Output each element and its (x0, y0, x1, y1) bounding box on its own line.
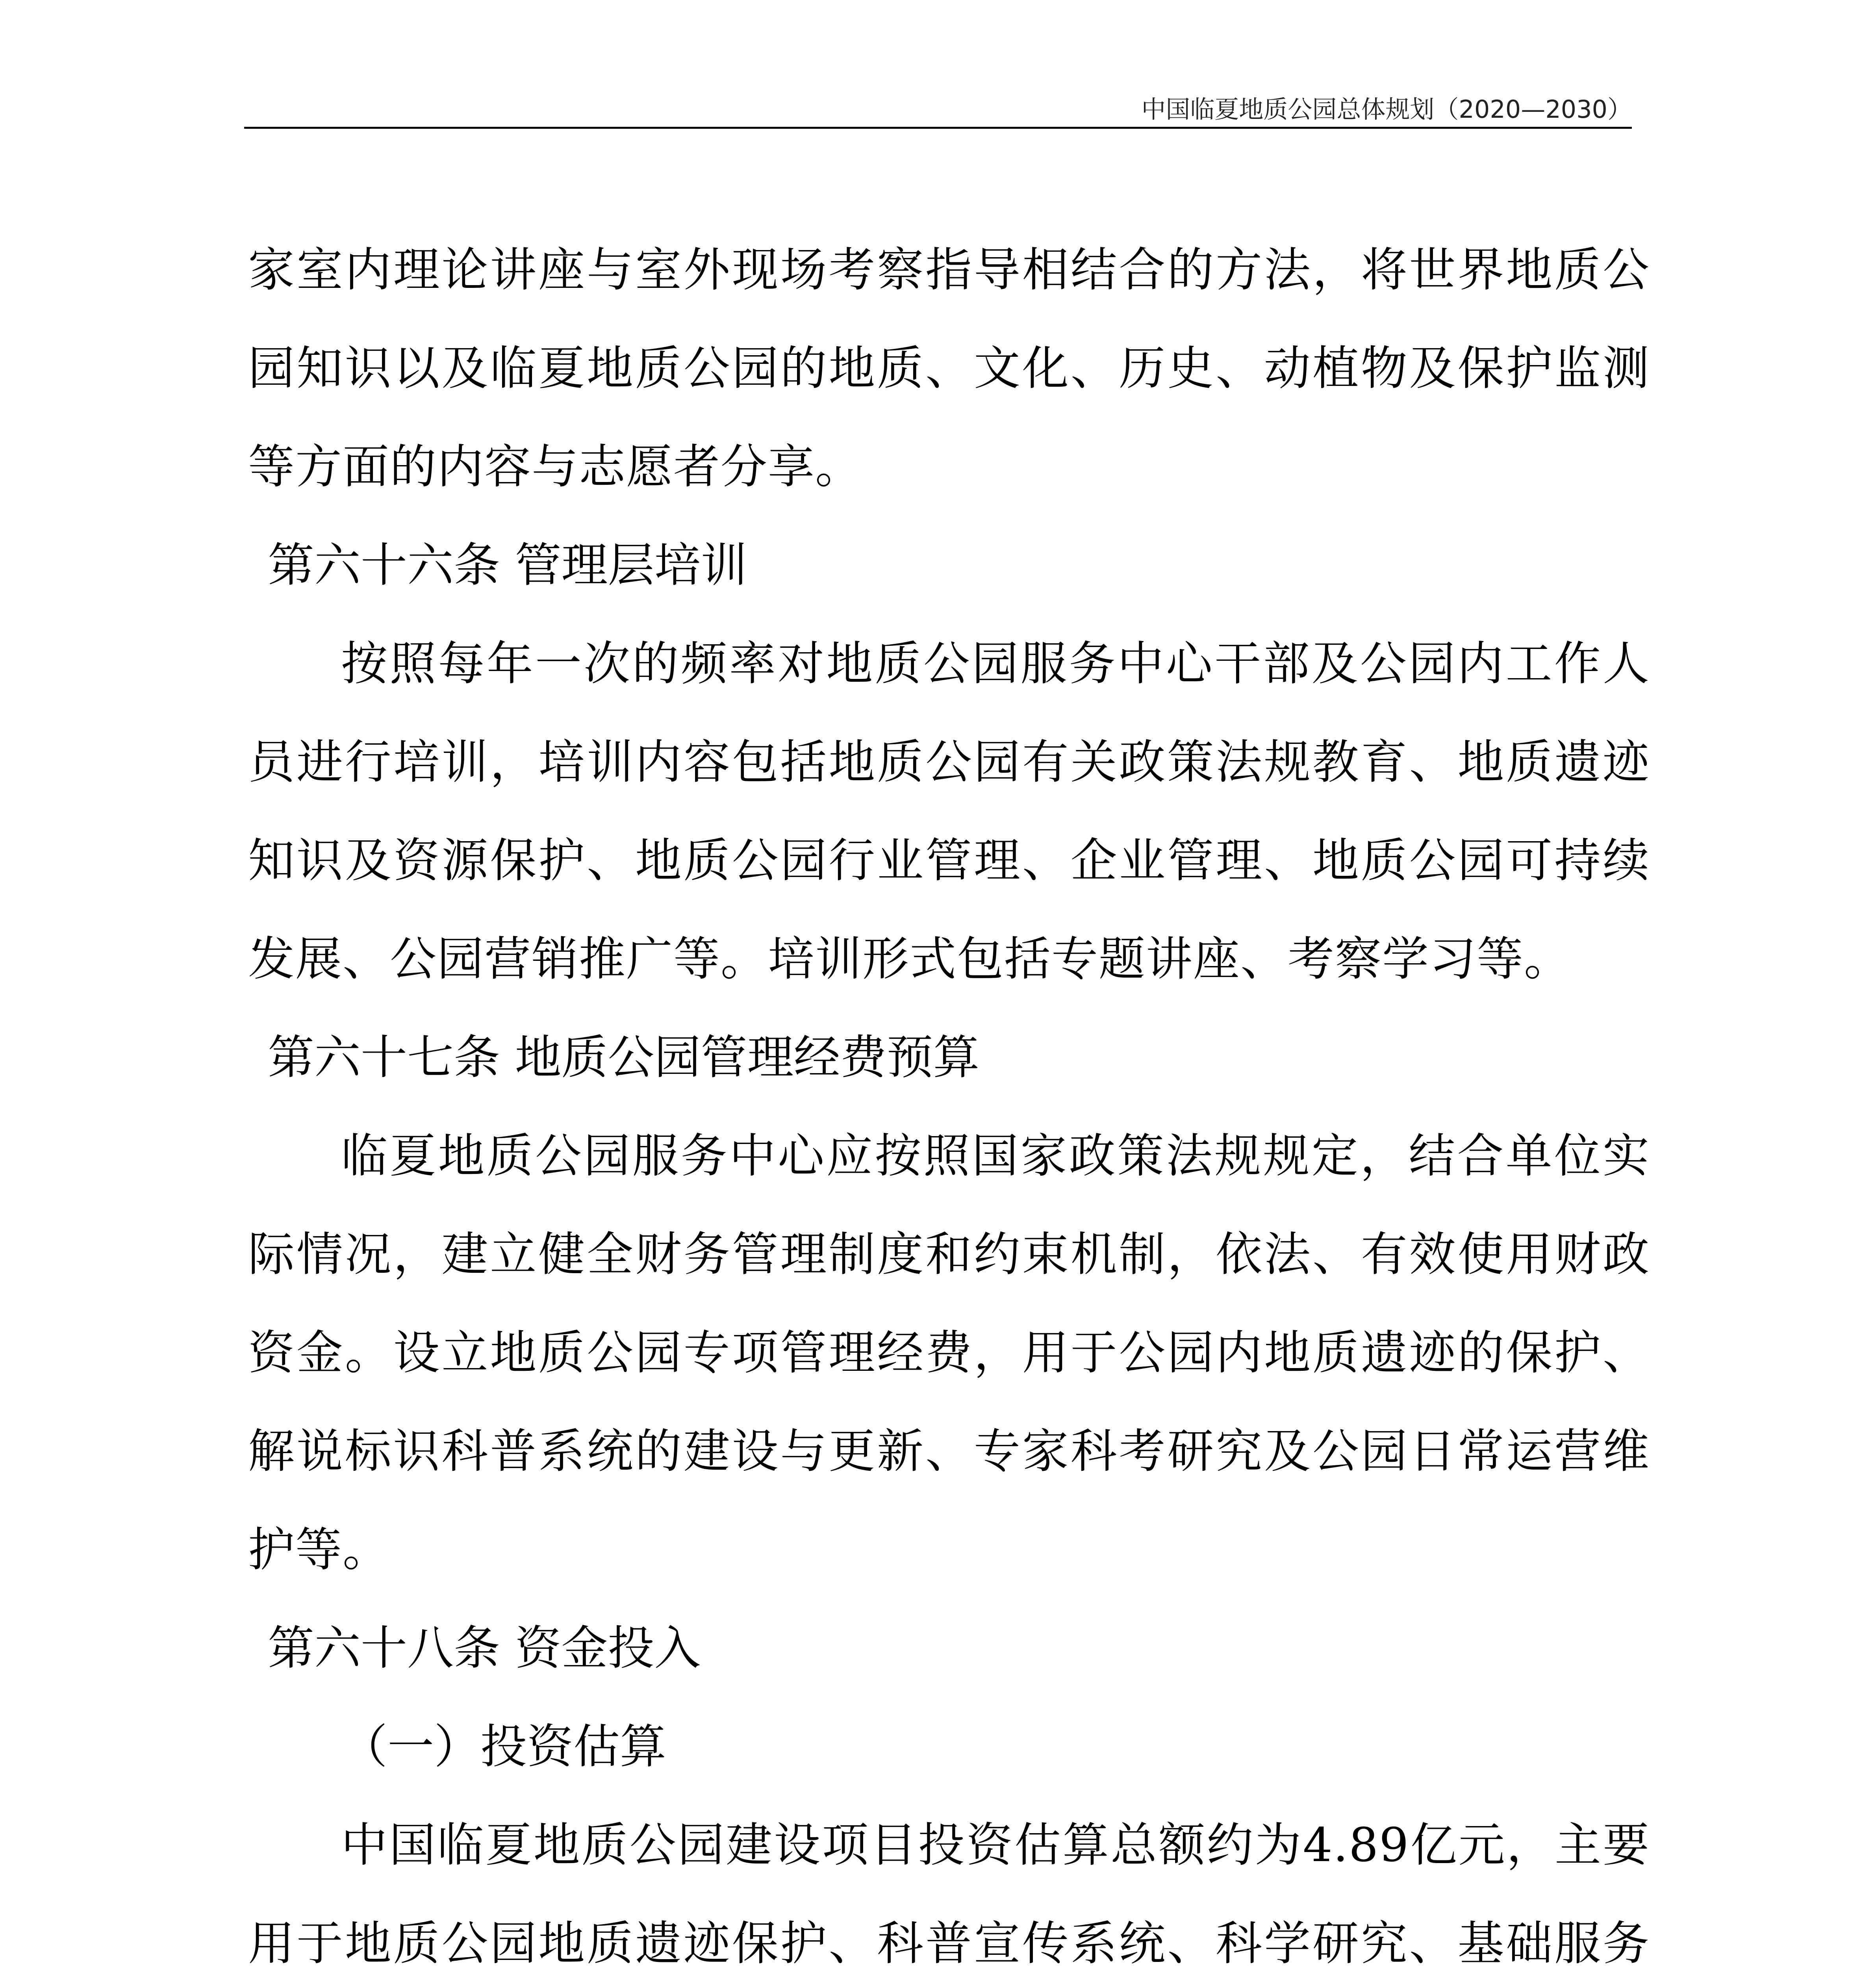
paragraph-investment-estimate: 中国临夏地质公园建设项目投资估算总额约为4.89亿元，主要用于地质公园地质遗迹保护、科普宣传系统、科学研究、基础服务 (248, 1818, 1650, 1969)
paragraph-management-budget: 临夏地质公园服务中心应按照国家政策法规规定，结合单位实际情况，建立健全财务管理制度和约束机制，依法、有效使用财政资金。设立地质公园专项管理经费，用于公园内地质遗迹的保护、解说标识科普系统的建设与更新、专家科考研究及公园日常运营维护等。 (248, 1129, 1650, 1577)
page-body (248, 221, 1650, 1969)
investment-estimate-subheading: （一）投资估算 (341, 1719, 667, 1774)
header-rule (244, 127, 1632, 129)
paragraph-management-training: 按照每年一次的频率对地质公园服务中心干部及公园内工作人员进行培训，培训内容包括地质公园有关政策法规教育、地质遗迹知识及资源保护、地质公园行业管理、企业管理、地质公园可持续发展、公园营销推广等。培训形式包括专题讲座、考察学习等。 (248, 636, 1650, 986)
article-66-heading: 第六十六条 管理层培训 (268, 538, 747, 592)
article-68-heading: 第六十八条 资金投入 (268, 1621, 701, 1675)
article-67-heading: 第六十七条 地质公园管理经费预算 (268, 1030, 980, 1085)
paragraph-volunteer-sharing: 家室内理论讲座与室外现场考察指导相结合的方法，将世界地质公园知识以及临夏地质公园的地质、文化、历史、动植物及保护监测等方面的内容与志愿者分享。 (248, 243, 1650, 494)
running-header: 中国临夏地质公园总体规划（2020—2030） (1141, 95, 1632, 124)
